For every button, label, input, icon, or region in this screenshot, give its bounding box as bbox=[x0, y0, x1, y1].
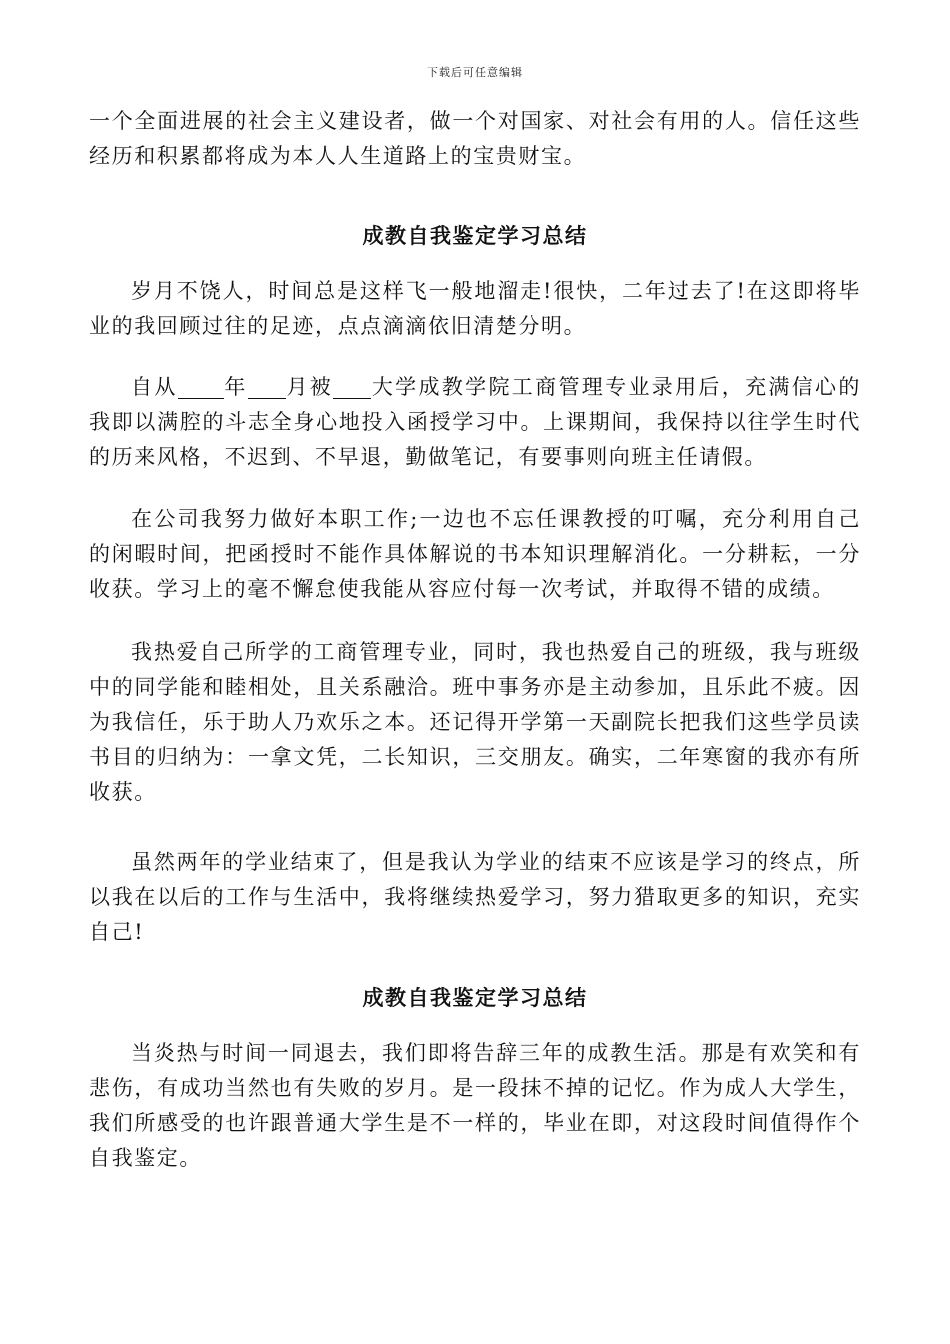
page-header-note: 下载后可任意编辑 bbox=[427, 66, 523, 79]
paragraph-2-part-c: 月被 bbox=[285, 375, 334, 399]
year-blank bbox=[178, 375, 224, 399]
paragraph-2-part-b: 年 bbox=[223, 375, 248, 399]
paragraph-2 bbox=[89, 370, 861, 475]
month-blank bbox=[248, 375, 286, 399]
university-blank bbox=[333, 375, 371, 399]
section-title-1: 成教自我鉴定学习总结 bbox=[362, 223, 588, 248]
paragraph-2-part-d: 大学成教学院工商管理专业录用后，充满信心的我即以满腔的斗志全身心地投入函授学习中。上课期间，我保持以往学生时代的历来风格，不迟到、不早退，勤做笔记，有要事则向班主任请假。 bbox=[89, 375, 861, 469]
paragraph-continued: 一个全面进展的社会主义建设者，做一个对国家、对社会有用的人。信任这些经历和积累都将成为本人人生道路上的宝贵财宝。 bbox=[89, 109, 861, 168]
paragraph-2-part-a: 自从 bbox=[131, 375, 178, 399]
paragraph-3: 在公司我努力做好本职工作;一边也不忘任课教授的叮嘱，充分利用自己的闲暇时间，把函授时不能作具体解说的书本知识理解消化。一分耕耘，一分收获。学习上的毫不懈怠使我能从容应付每一次考试，并取得不错的成绩。 bbox=[89, 507, 861, 601]
paragraph-6: 当炎热与时间一同退去，我们即将告辞三年的成教生活。那是有欢笑和有悲伤，有成功当然也有失败的岁月。是一段抹不掉的记忆。作为成人大学生，我们所感受的也许跟普通大学生是不一样的，毕业在即，对这段时间值得作个自我鉴定。 bbox=[89, 1041, 861, 1170]
paragraph-5: 虽然两年的学业结束了，但是我认为学业的结束不应该是学习的终点，所以我在以后的工作与生活中，我将继续热爱学习，努力猎取更多的知识，充实自己! bbox=[89, 850, 861, 944]
paragraph-1: 岁月不饶人，时间总是这样飞一般地溜走!很快，二年过去了!在这即将毕业的我回顾过往的足迹，点点滴滴依旧清楚分明。 bbox=[89, 279, 861, 338]
section-title-2: 成教自我鉴定学习总结 bbox=[362, 985, 588, 1010]
paragraph-4: 我热爱自己所学的工商管理专业，同时，我也热爱自己的班级，我与班级中的同学能和睦相处，且关系融洽。班中事务亦是主动参加，且乐此不疲。因为我信任，乐于助人乃欢乐之本。还记得开学第一天副院长把我们这些学员读书目的归纳为：一拿文凭，二长知识，三交朋友。确实，二年寒窗的我亦有所收获。 bbox=[89, 640, 861, 804]
